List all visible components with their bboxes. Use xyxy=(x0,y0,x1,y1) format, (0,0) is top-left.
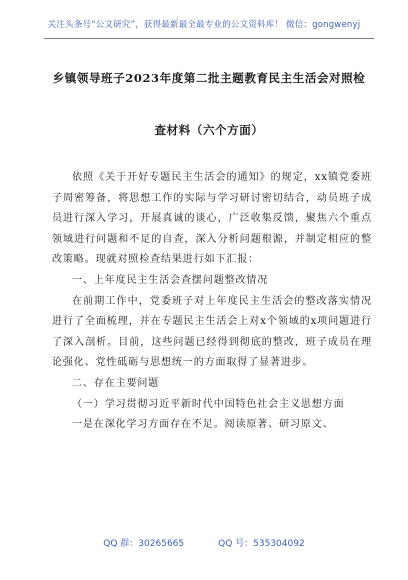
document-title-line-1: 乡镇领导班子2023年度第二批主题教育民主生活会对照检 xyxy=(52,71,366,85)
intro-paragraph: 依照《关于开好专题民主生活会的通知》的规定，xx镇党委班子周密筹备，将思想工作的实际与学习研讨密切结合，动员班子成员进行深入学习，开展真诚的谈心，广泛收集反馈，聚焦六个重点领域进行问题和不足的自查，深入分析问题根源，并制定相应的整改策略。现就对照检查结果进行如下汇报： xyxy=(52,172,372,266)
footer-qq-number: QQ 号：535304092 xyxy=(218,539,305,549)
section-heading-1: 一、上年度民主生活会查摆问题整改情况 xyxy=(72,274,269,286)
footer-qq-group: QQ 群：30265665 xyxy=(103,539,185,549)
subsection-heading: （一）学习贯彻习近平新时代中国特色社会主义思想方面 xyxy=(72,398,345,410)
body-paragraph: 一是在深化学习方面存在不足。阅读原著、研习原文、 xyxy=(72,419,334,431)
header-banner: 关注头条号“公文研究”，获得最新最全最专业的公文资料库！ 微信：gongwenyj xyxy=(47,20,361,30)
section-heading-2: 二、存在主要问题 xyxy=(72,377,160,389)
body-paragraph: 在前期工作中，党委班子对上年度民主生活会的整改落实情况进行了全面梳理，并在专题民主生活会上对x个领域的x项问题进行了深入剖析。目前，这些问题已经得到彻底的整改，班子成员在理论强化、党性砥砺与思想统一的方面取得了显著进步。 xyxy=(52,295,372,369)
document-title-line-2: 查材料（六个方面） xyxy=(154,123,264,137)
header-divider xyxy=(44,38,374,39)
footer-contacts xyxy=(0,536,408,549)
document-body xyxy=(52,168,372,436)
